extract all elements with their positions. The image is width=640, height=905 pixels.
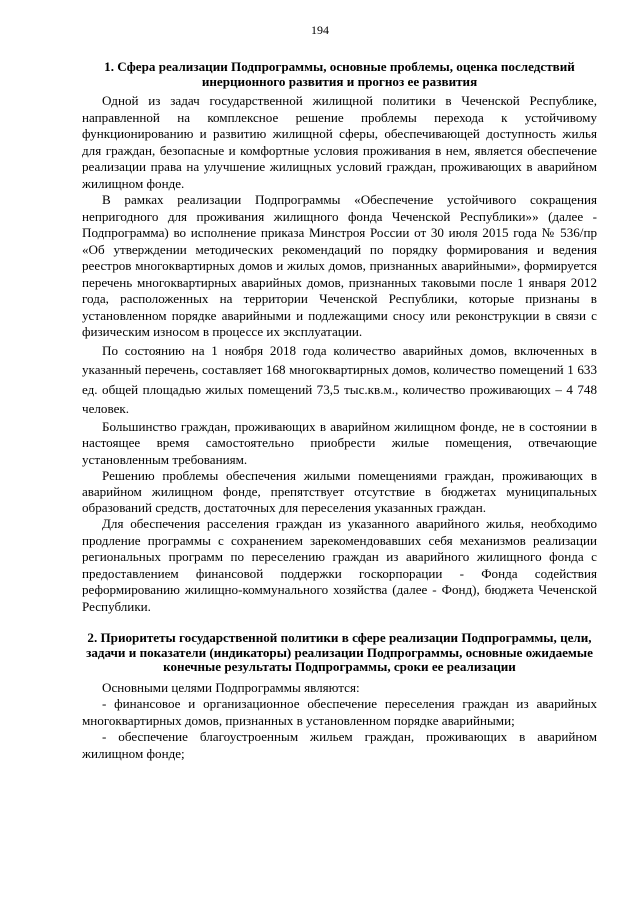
section-1-paragraph-3: По состоянию на 1 ноября 2018 года количество аварийных домов, включенных в указанный перечень, составляет 168 многоквартирных домов, количество помещений 1 633 ед. общей площадью жилых помещений 73,5 тыс.кв.м., количество проживающих – 4 748 человек. <box>82 342 597 416</box>
section-2-intro: Основными целями Подпрограммы являются: <box>102 679 360 695</box>
section-1-paragraph-4: Большинство граждан, проживающих в аварийном жилищном фонде, не в состоянии в настоящее время самостоятельно приобрести жилые помещения, отвечающие установленным требованиям. <box>82 418 597 467</box>
section-1-paragraph-6: Для обеспечения расселения граждан из указанного аварийного жилья, необходимо продление программы с сохранением зарекомендовавших себя механизмов реализации региональных программ по переселению граждан из аварийного жилищного фонда с предоставлением финансовой поддержки госкорпорации - Фонда содействия реформированию жилищно-коммунального хозяйства (далее - Фонд), бюджета Чеченской Республики. <box>82 516 597 614</box>
section-2-list-item-2: - обеспечение благоустроенным жильем граждан, проживающих в аварийном жилищном фонде; <box>82 729 597 761</box>
document-body <box>82 60 597 762</box>
section-1-paragraph-1: Одной из задач государственной жилищной политики в Чеченской Республике, направленной на комплексное решение проблемы перехода к устойчивому функционированию и развитию жилищной сферы, обеспечивающей доступность жилья для граждан, безопасные и комфортные условия проживания в нем, является обеспечение реализации права на улучшение жилищных условий граждан, проживающих в аварийном жилищном фонде. <box>82 93 597 191</box>
page-number: 194 <box>311 23 329 37</box>
section-2-heading: 2. Приоритеты государственной политики в сфере реализации Подпрограммы, цели, задачи и показатели (индикаторы) реализации Подпрограммы, основные ожидаемые конечные результаты Подпрограммы, сроки ее реализации <box>86 630 593 674</box>
section-1-paragraph-5: Решению проблемы обеспечения жилыми помещениями граждан, проживающих в аварийном жилищном фонде, препятствует отсутствие в бюджетах муниципальных образований средств, достаточных для переселения указанных граждан. <box>82 468 597 515</box>
section-2-list-item-1: - финансовое и организационное обеспечение переселения граждан из аварийных многоквартирных домов, признанных в установленном порядке аварийными; <box>82 696 597 728</box>
section-1-heading: 1. Сфера реализации Подпрограммы, основные проблемы, оценка последствий инерционного развития и прогноз ее развития <box>104 59 575 89</box>
section-1-paragraph-2: В рамках реализации Подпрограммы «Обеспечение устойчивого сокращения непригодного для проживания жилищного фонда Чеченской Республики»» (далее - Подпрограмма) во исполнение приказа Минстроя России от 30 июля 2015 года № 536/пр «Об утверждении методических рекомендаций по порядку формирования и ведения реестров многоквартирных домов и жилых домов, признанных аварийными», формируется перечень многоквартирных аварийных домов, признанных таковыми после 1 января 2012 года, расположенных на территории Чеченской Республики, которые признаны в установленном порядке аварийными и подлежащими сносу или реконструкции в связи с физическим износом в процессе их эксплуатации. <box>82 192 597 339</box>
